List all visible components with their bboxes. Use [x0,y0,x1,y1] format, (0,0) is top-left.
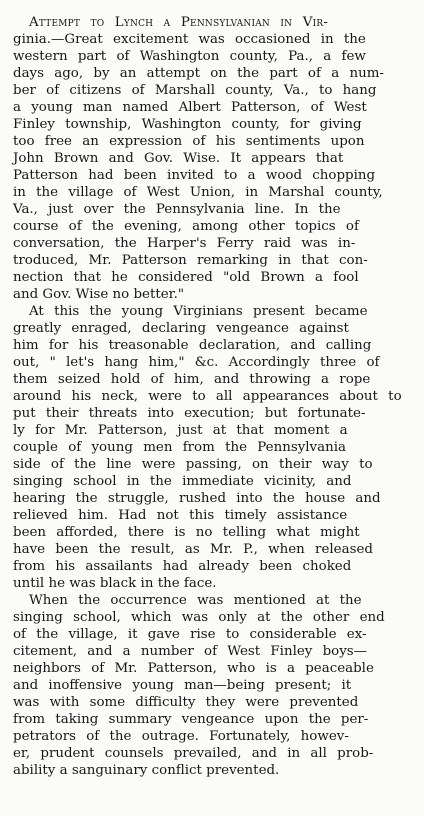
text-line: them seized hold of him, and throwing a rope [13,372,371,387]
text-line: and Gov. Wise no better." [13,287,185,302]
text-line: ability a sanguinary conflict prevented. [13,763,280,778]
text-line: too free an expression of his sentiments upon [13,134,365,149]
text-line: around his neck, were to all appearances about to [13,389,402,404]
text-line: western part of Washington county, Pa., a few [13,49,366,64]
text-line: been afforded, there is no telling what might [13,525,360,540]
text-line: have been the result, as Mr. P., when released [13,542,373,557]
text-line: petrators of the outrage. Fortunately, howev- [13,729,349,744]
text-line: and inoffensive young man—being present; it [13,678,352,693]
text-line: hearing the struggle, rushed into the house and [13,491,381,506]
text-line: Va., just over the Pennsylvania line. In the [13,202,341,217]
text-line: At this the young Virginians present became [29,304,368,319]
text-line: greatly enraged, declaring vengeance against [13,321,349,336]
text-line: conversation, the Harper's Ferry raid was in- [13,236,356,251]
text-line: from taking summary vengeance upon the per- [13,712,369,727]
text-line: neighbors of Mr. Patterson, who is a peaceable [13,661,374,676]
text-line: singing school, which was only at the other end [13,610,385,625]
text-line: John Brown and Gov. Wise. It appears that [13,151,344,166]
text-line: a young man named Albert Patterson, of West [13,100,367,115]
text-line: nection that he considered "old Brown a fool [13,270,359,285]
text-line: ly for Mr. Patterson, just at that moment a [13,423,348,438]
text-line: singing school in the immediate vicinity, and [13,474,352,489]
text-line: Patterson had been invited to a wood chopping [13,168,376,183]
text-line: in the village of West Union, in Marshal county, [13,185,383,200]
text-line: citement, and a number of West Finley boys— [13,644,368,659]
text-line: relieved him. Had not this timely assistance [13,508,348,523]
text-line: er, prudent counsels prevailed, and in all prob- [13,746,374,761]
text-line: was with some difficulty they were prevented [13,695,359,710]
text-line: of the village, it gave rise to considerable ex- [13,627,367,642]
text-line: ginia.—Great excitement was occasioned in the [13,32,366,47]
text-line: course of the evening, among other topics of [13,219,359,234]
article-paragraph [13,14,414,303]
text-line: When the occurrence was mentioned at the [29,593,362,608]
text-line: put their threats into execution; but fortunate- [13,406,366,421]
article-body [13,14,414,779]
text-line: him for his treasonable declaration, and calling [13,338,372,353]
text-line: couple of young men from the Pennsylvania [13,440,346,455]
text-line: until he was black in the face. [13,576,217,591]
article-paragraph [13,303,414,592]
article-paragraph [13,592,414,779]
text-line: from his assailants had already been choked [13,559,352,574]
text-line: troduced, Mr. Patterson remarking in that con- [13,253,368,268]
text-line: days ago, by an attempt on the part of a num- [13,66,384,81]
headline-line: Attempt to Lynch a Pennsylvanian in Vir- [29,15,329,30]
text-line: ber of citizens of Marshall county, Va., to hang [13,83,377,98]
text-line: side of the line were passing, on their way to [13,457,373,472]
text-line: Finley township, Washington county, for giving [13,117,362,132]
text-line: out, " let's hang him," &c. Accordingly three of [13,355,380,370]
